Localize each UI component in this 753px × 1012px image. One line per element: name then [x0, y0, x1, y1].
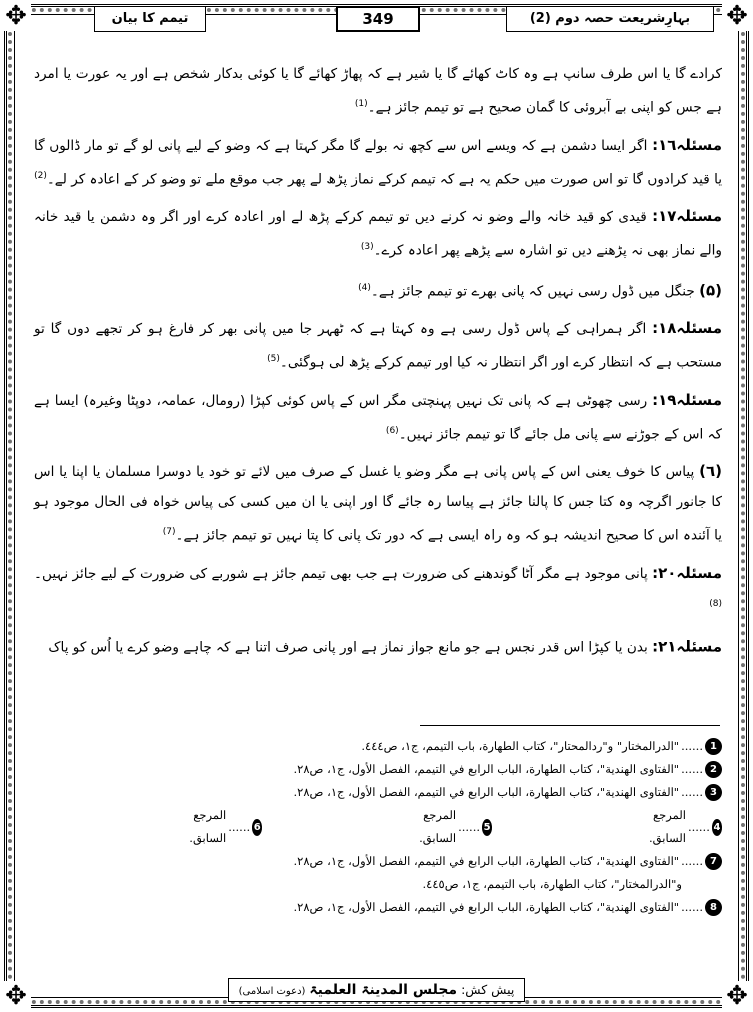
corner-ornament-icon: ✥	[722, 1, 752, 31]
page-footer	[0, 978, 753, 1002]
publisher-name: مجلس المدینۃ العلمیۃ	[309, 982, 458, 998]
paragraph: مسئلہ١٩: رسی چھوٹی ہے کہ پانی تک نہیں پہنچتی مگر اس کے پاس کوئی کپڑا (رومال، عمامہ، دوپٹا وغیرہ) ایسا ہے کہ اس کے جوڑنے سے پانی مل جائے گا تو تیمم جائز نہیں۔$^{(6)}$	[34, 390, 722, 443]
footnote: 5 ...... المرجع السابق.	[419, 808, 491, 845]
footnote-number: 3	[705, 784, 722, 801]
footnote-ref[interactable]: (1)	[354, 99, 368, 109]
footnote-ref[interactable]: (8)	[709, 598, 722, 609]
paragraph: مسئلہ٢٠: پانی موجود ہے مگر آٹا گوندھنے کی ضرورت ہے جب بھی تیمم جائز ہے شوربے کی ضرورت کے لیے جائز نہیں۔$^{(8)}$	[34, 563, 722, 609]
footnote-number: 6	[252, 819, 262, 836]
paragraph: (٦) پیاس کا خوف یعنی اس کے پاس پانی ہے مگر وضو یا غسل کے صرف میں لائے تو خود یا دوسرا مسلمان یا اپنا یا اس کا جانور اگرچہ وہ کتا جس کا پالنا جائز ہے پیاسا رہ جائے گا اور اپنی یا ان میں کسی کی پیاس خواہ فی الحال موجود ہو یا آئندہ اس کا صحیح اندیشہ ہو کہ وہ راہ ایسی ہے کہ دور تک پانی کا پتا نہیں تو تیمم جائز ہے۔$^{(7)}$	[34, 462, 722, 544]
footnote: 6 ...... المرجع السابق.	[189, 808, 261, 845]
masala-label: مسئلہ١٧:	[652, 207, 722, 226]
page-header	[30, 2, 724, 34]
chapter-title: تیمم کا بیان	[94, 6, 206, 32]
footnote: 3 ...... "الفتاوى الهندية"، كتاب الطهارة، الباب الرابع في التيمم، الفصل الأول، ج١، ص٢٨.	[34, 781, 722, 804]
paragraph: کرادے گا یا اس طرف سانپ ہے وہ کاٹ کھائے گا یا شیر ہے کہ پھاڑ کھائے گا یا کوئی بدکار شخص ہے اور یہ عورت یا امرد ہے جس کو اپنی بے آبروئی کا گمان صحیح ہے تو تیمم جائز ہے۔$^{(1)}$	[34, 66, 722, 116]
masala-label: مسئلہ١٨:	[652, 319, 722, 338]
footnote-number: 5	[482, 819, 492, 836]
footnote: 8 ...... "الفتاوى الهندية"، كتاب الطهارة، الباب الرابع في التيمم، الفصل الأول، ج١، ص٢٨.	[34, 896, 722, 919]
footnote-ref[interactable]: (5)	[267, 354, 280, 365]
footnote-number: 7	[705, 853, 722, 870]
footnote-number: 8	[705, 899, 722, 916]
publisher-box	[228, 978, 526, 1002]
footnote-ref[interactable]: (3)	[360, 242, 374, 253]
corner-ornament-icon: ✥	[1, 981, 31, 1011]
publisher-org: (دعوت اسلامی)	[238, 986, 306, 997]
footnote: 7 ...... "الفتاوى الهندية"، كتاب الطهارة، الباب الرابع في التيمم، الفصل الأول، ج١، ص٢٨.	[34, 850, 722, 873]
footnote-number: 2	[705, 761, 722, 778]
footnote-number: 4	[712, 819, 722, 836]
footnote: 1 ...... "الدرالمختار" و"ردالمحتار"، كتاب الطهارة، باب التيمم، ج١، ص٤٤٤.	[34, 735, 722, 758]
page-number: 349	[336, 6, 420, 32]
item-label: (٦)	[699, 462, 722, 481]
footnote-ref[interactable]: (6)	[385, 425, 399, 436]
footnotes	[34, 735, 722, 919]
paragraph: مسئلہ١٦: اگر ایسا دشمن ہے کہ ویسے اس سے کچھ نہ بولے گا مگر کہتا ہے کہ وضو کے لیے پانی لو گے تو مار ڈالوں گا یا قید کرادوں گا تو اس صورت میں حکم یہ ہے کہ تیمم کرکے نماز پڑھ لے پھر جب موقع ملے تو وضو کر کے اعادہ کر لے۔$^{(2)}$	[34, 135, 722, 188]
footer-prefix: پیش کش:	[461, 982, 515, 997]
paragraph: مسئلہ٢١: بدن یا کپڑا اس قدر نجس ہے جو مانع جواز نماز ہے اور پانی صرف اتنا ہے کہ چاہے وضو کرے یا اُس کو پاک	[48, 637, 722, 656]
masala-label: مسئلہ١٦:	[652, 135, 722, 154]
masala-label: مسئلہ١٩:	[652, 390, 722, 409]
paragraph: (۵) جنگل میں ڈول رسی نہیں کہ پانی بھرے تو تیمم جائز ہے۔$^{(4)}$	[358, 281, 722, 300]
footnote-ref[interactable]: (4)	[358, 282, 371, 293]
main-text	[34, 58, 722, 670]
footnote: 4 ...... المرجع السابق.	[649, 808, 721, 845]
footnote-continuation: و"الدرالمختار"، كتاب الطهارة، باب التيمم، ج١، ص٤٤٥.	[422, 877, 682, 891]
corner-ornament-icon: ✥	[1, 1, 31, 31]
book-title: بہارِشریعت حصہ دوم (2)	[506, 6, 714, 32]
corner-ornament-icon: ✥	[722, 981, 752, 1011]
paragraph: مسئلہ١٨: اگر ہمراہی کے پاس ڈول رسی ہے وہ کہتا ہے کہ ٹھہر جا میں پانی بھر کر فارغ ہو کر تجھے دوں گا تو مستحب ہے کہ انتظار کرے اور اگر انتظار نہ کیا اور تیمم کرکے پڑھ لی ہوگئی۔$^{(5)}$	[34, 319, 722, 371]
item-label: (۵)	[699, 281, 722, 300]
footnote-ref[interactable]: (7)	[162, 527, 176, 538]
footnote-triple-row	[34, 804, 722, 850]
masala-label: مسئلہ٢٠:	[652, 563, 722, 582]
paragraph: مسئلہ١٧: قیدی کو قید خانہ والے وضو نہ کرنے دیں تو تیمم کرکے پڑھ لے اور اعادہ کرے اور اگر وہ دشمن یا قید خانہ والے نماز بھی نہ پڑھنے دیں تو اشارہ سے پڑھے پھر اعادہ کرے۔$^{(3)}$	[34, 207, 722, 259]
footnote-ref[interactable]: (2)	[34, 170, 47, 181]
footnote-divider	[420, 725, 720, 726]
footnote-number: 1	[705, 738, 722, 755]
footnote: 2 ...... "الفتاوى الهندية"، كتاب الطهارة، الباب الرابع في التيمم، الفصل الأول، ج١، ص٢٨.	[34, 758, 722, 781]
masala-label: مسئلہ٢١:	[652, 637, 722, 656]
